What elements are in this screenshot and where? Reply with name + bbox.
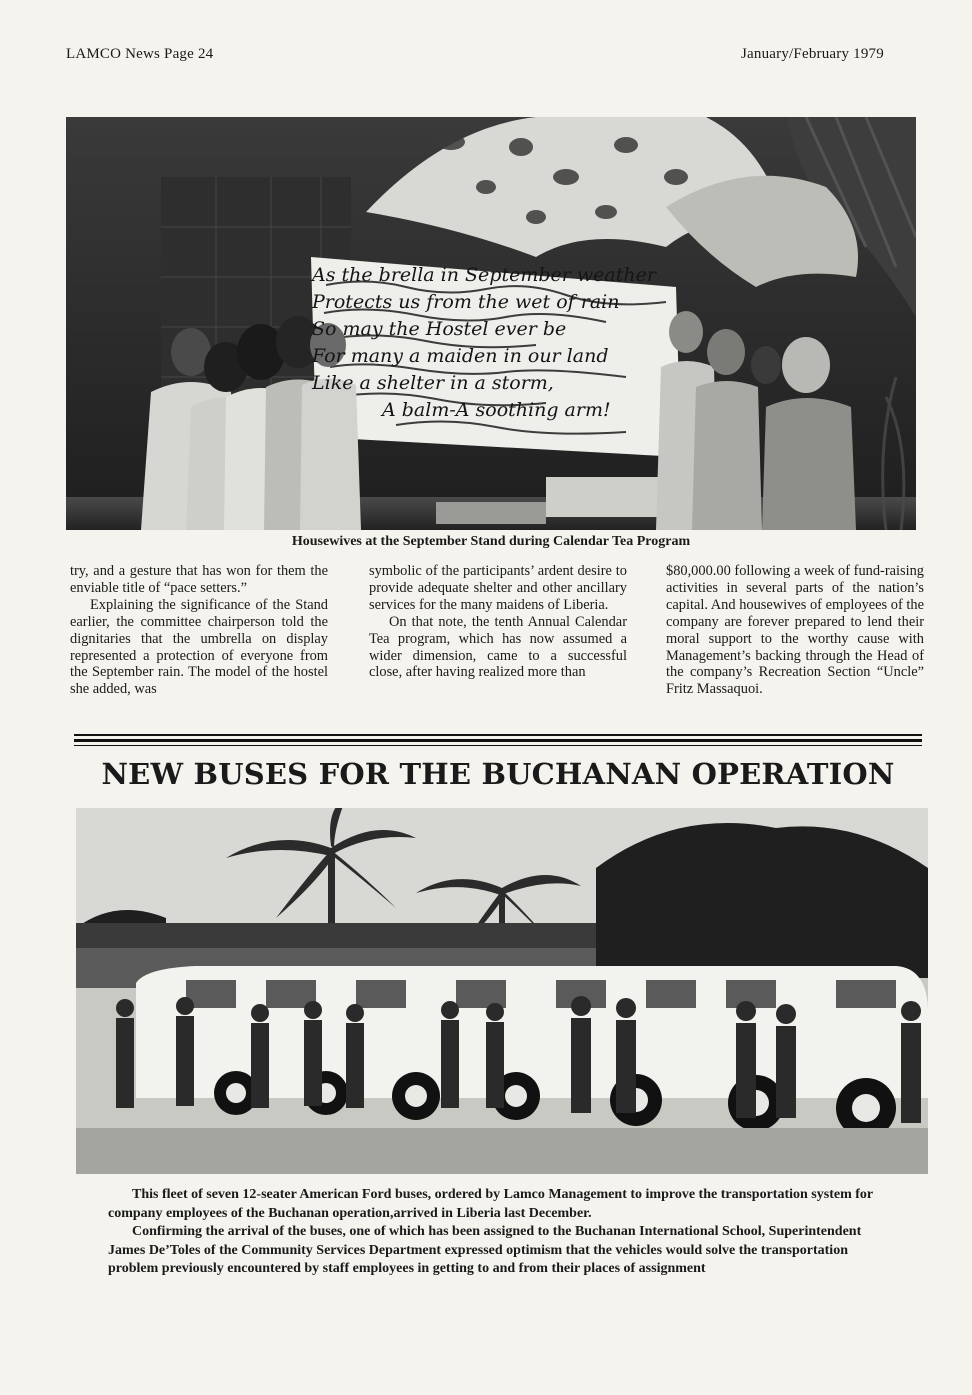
banner-line: For many a maiden in our land <box>312 345 609 367</box>
photo2-caption <box>108 1186 896 1279</box>
article-column-2 <box>369 563 627 681</box>
divider-rule <box>74 745 922 746</box>
article-column-3 <box>666 563 924 698</box>
buses-photo <box>76 808 928 1174</box>
col2-paragraph-2: On that note, the tenth Annual Calendar Tea program, which has now assumed a wider dimension, came to a successful close, after having realized more than <box>369 613 627 681</box>
article-column-1 <box>70 563 328 698</box>
col3-paragraph-1: $80,000.00 following a week of fund-raising activities in several parts of the nation’s capital. And housewives of employees of the company are forever prepared to lend their moral support to the worthy cause with Management’s backing through the Head of the company’s Recreation Section “Uncle” Fritz Massaquoi. <box>666 563 924 698</box>
col2-paragraph-1: symbolic of the participants’ ardent desire to provide adequate shelter and other ancillary services for the many maidens of Liberia. <box>369 563 627 613</box>
col1-paragraph-1: try, and a gesture that has won for them the enviable title of “pace setters.” <box>70 563 328 596</box>
photo1-caption: Housewives at the September Stand during Calendar Tea Program <box>291 534 691 549</box>
divider-rule <box>74 734 922 736</box>
photo2-caption-paragraph-1: This fleet of seven 12-seater American Ford buses, ordered by Lamco Management to improve the transportation system for company employees of the Buchanan operation,arrived in Liberia last December. <box>108 1187 873 1221</box>
banner-line: A balm-A soothing arm! <box>382 399 611 421</box>
divider-rule <box>74 739 922 742</box>
page-header-left: LAMCO News Page 24 <box>66 46 214 62</box>
banner-line: So may the Hostel ever be <box>312 318 567 340</box>
banner-poem <box>312 262 692 424</box>
banner-line: Protects us from the wet of rain <box>312 291 620 313</box>
headline: NEW BUSES FOR THE BUCHANAN OPERATION <box>101 757 895 791</box>
photo2-caption-paragraph-2: Confirming the arrival of the buses, one of which has been assigned to the Buchanan International School, Superintendent James De’Toles of the Community Services Department expressed optimism that the vehicles would solve the transportation problem previously encountered by staff employees in getting to and from their places of assignment <box>108 1224 862 1276</box>
banner-line: As the brella in September weather <box>312 264 656 286</box>
page-header-date: January/February 1979 <box>741 46 884 62</box>
col1-paragraph-2: Explaining the significance of the Stand earlier, the committee chairperson told the dignitaries that the umbrella on display represented a protection of everyone from the September rain. The model of the hostel she added, was <box>70 596 328 698</box>
banner-line: Like a shelter in a storm, <box>312 372 554 394</box>
